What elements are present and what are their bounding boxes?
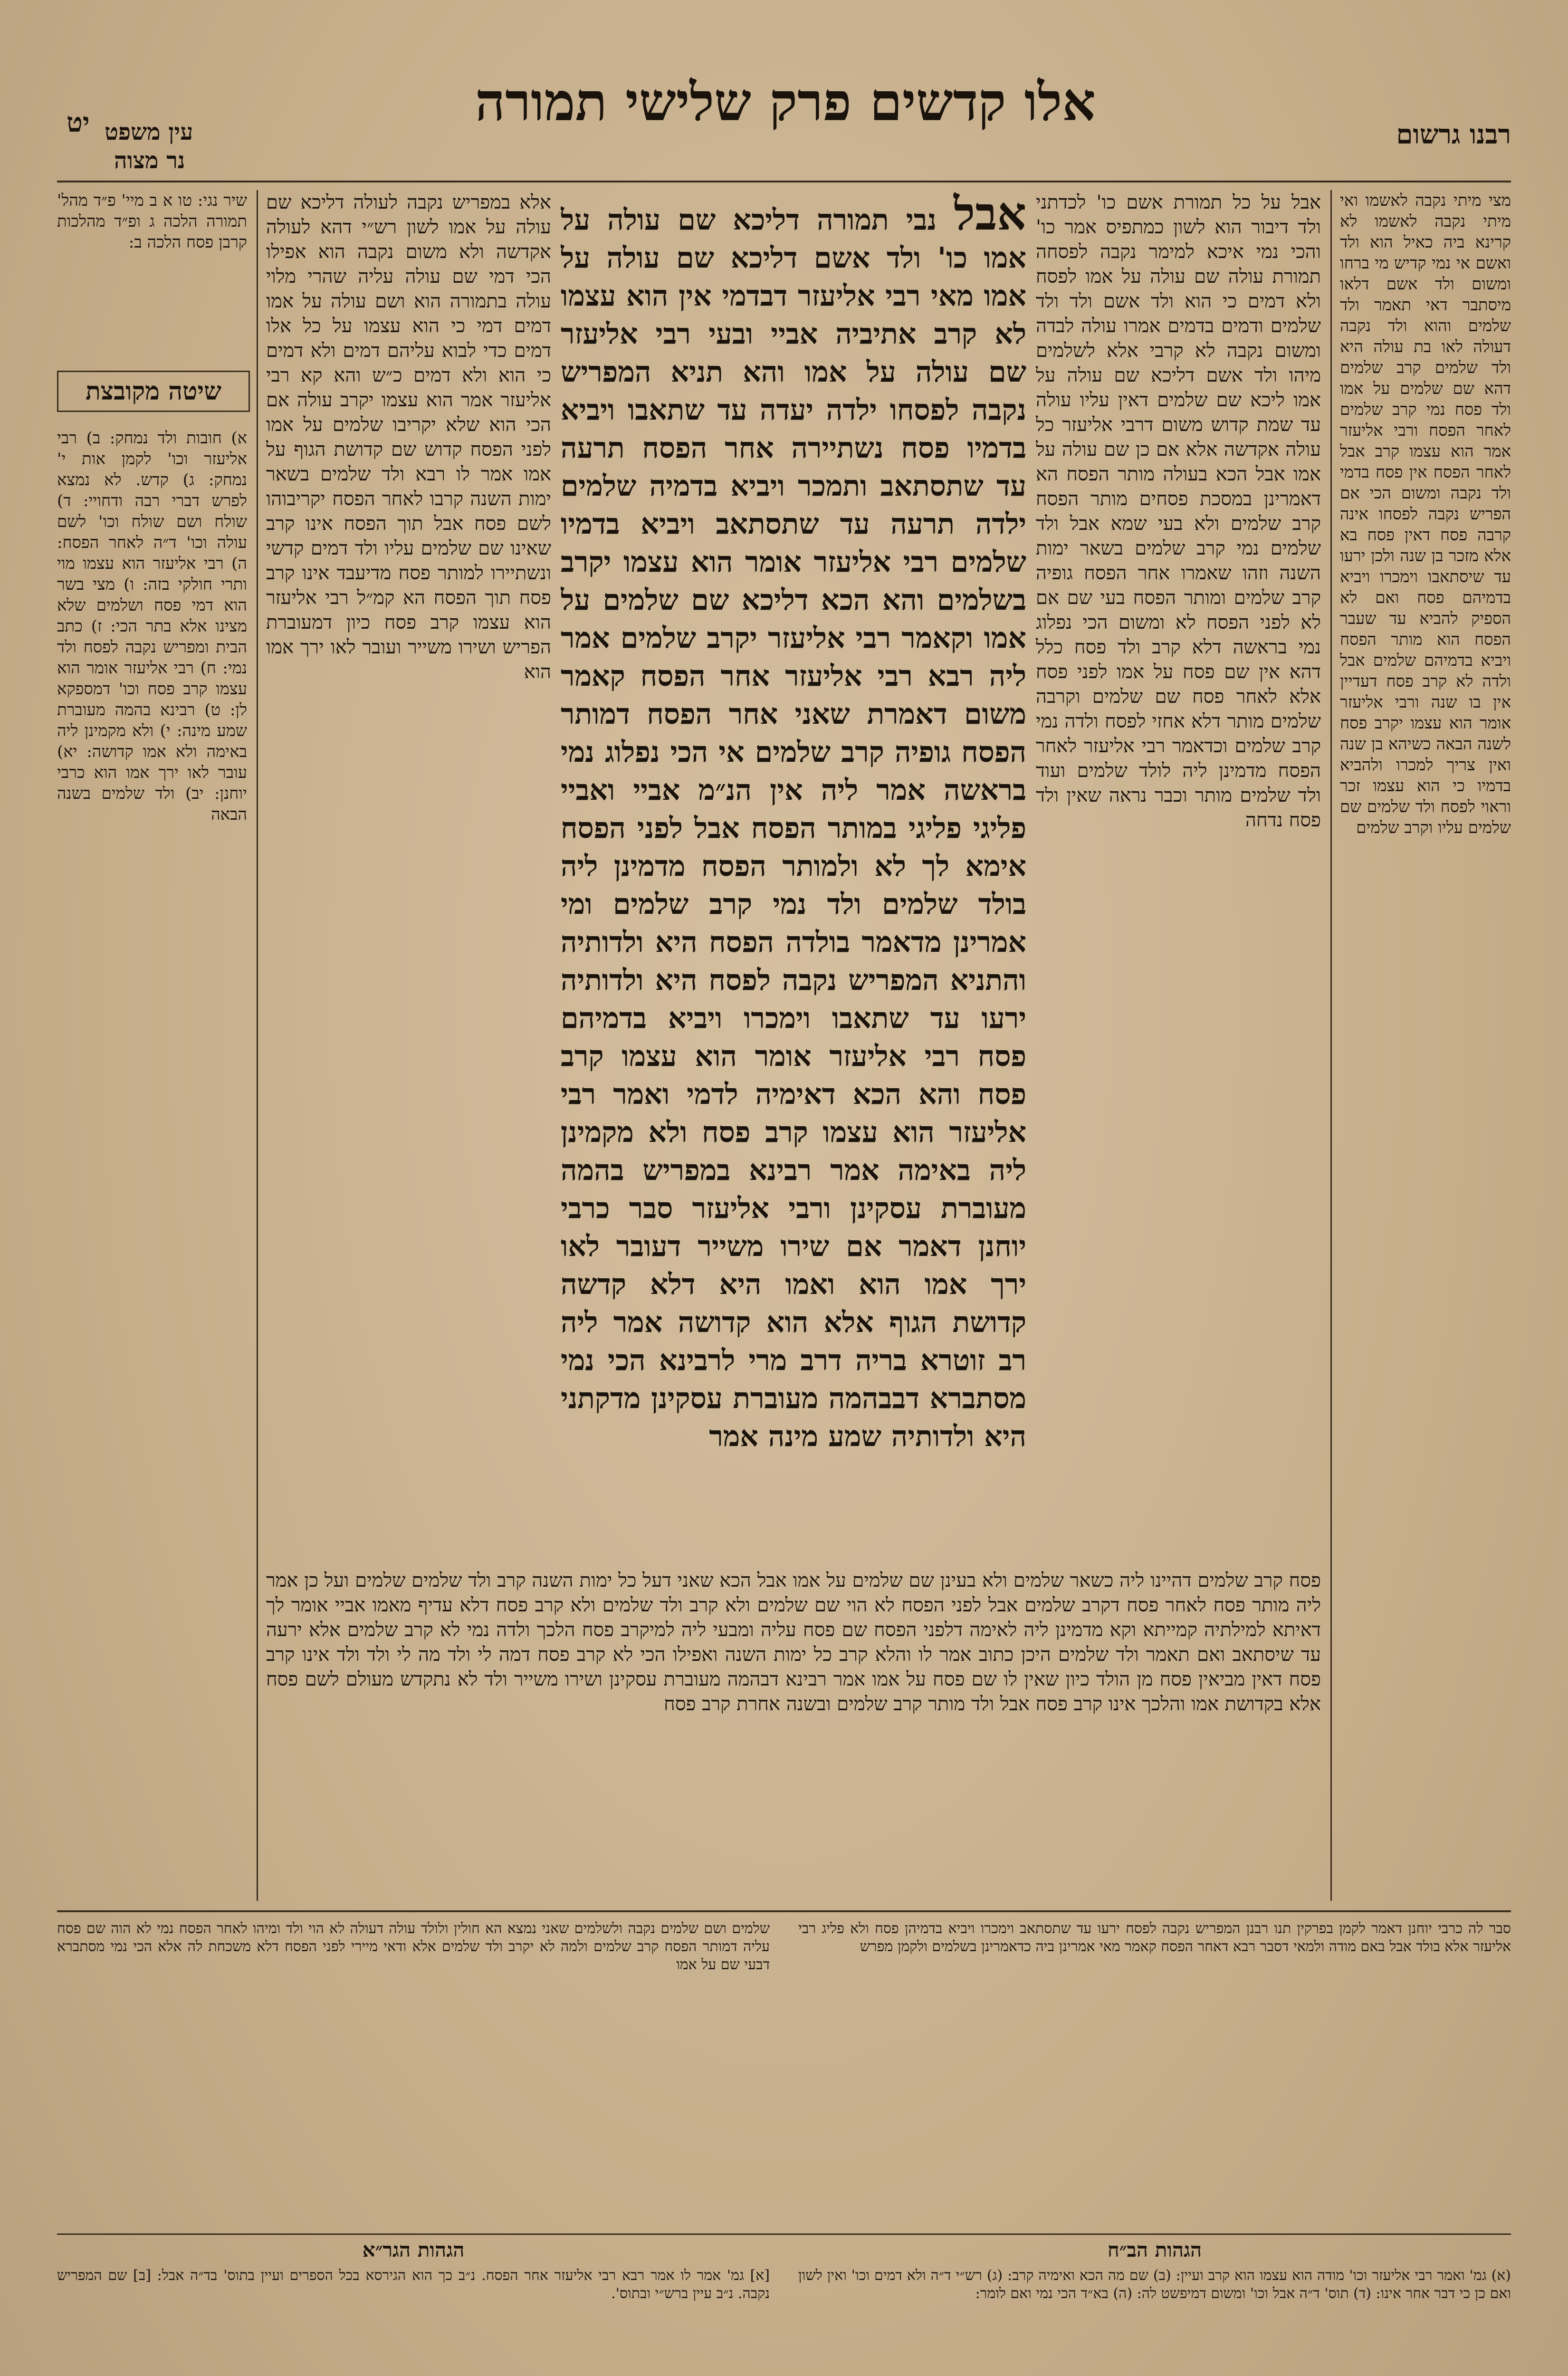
ein-mishpat-block: שיר נגי: טו א ב מיי' פ״ד מהל' תמורה הלכה ג ופ״ד מהלכות קרבן פסח הלכה ב: (57, 191, 247, 252)
header-right-label: רבנו גרשום (1396, 119, 1511, 150)
footer-rule (57, 1910, 1511, 1912)
hagahot-bach-title: הגהות הב״ח (1107, 2238, 1202, 2261)
rabbenu-gershom-column: מצי מיתי נקבה לאשמו ואי מיתי נקבה לאשמו לא קרינא ביה כאיל הוא ולד ואשם אי נמי קדיש מי ברחו ומשום ולד אשם דלאו מיסתבר דאי תאמר ולד שלמים והוא ולד נקבה דעולה לאו בת עולה היא ולד שלמים קרב שלמים דהא שם שלמים על אמו ולד פסח נמי קרב שלמים לאחר הפסח ורבי אליעזר אמר הוא עצמו קרב אבל לאחר הפסח אין פסח בדמי ולד נקבה ומשום הכי אם הפריש נקבה לפסחו אינה קרבה פסח דאין פסח בא אלא מזכר בן שנה ולכן ירעו עד שיסתאבו וימכרו ויביא בדמיהם פסח ואם לא הספיק להביא עד שעבר הפסח הוא מותר הפסח ויביא בדמיהם שלמים אבל ולדה לא קרב פסח דעדיין אין בו שנה ורבי אליעזר אומר הוא עצמו יקרב פסח לשנה הבאה כשיהא בן שנה ואין צריך למכרו ולהביא בדמיו כי הוא עצמו זכר וראוי לפסח ולד שלמים שם שלמים עליו וקרב שלמים (1340, 191, 1511, 837)
hagahot-gra-text: [א] גמ' אמר לו אמר רבא רבי אליעזר אחר הפסח. נ״ב כך הוא הגירסא בכל הספרים ועיין בתוס' בד״ה אבל: [ב] שם המפריש נקבה. נ״ב עיין ברש״י ובתוס'. (57, 2267, 770, 2302)
header-title: אלו קדשים פרק שלישי תמורה (475, 71, 1096, 133)
lower-commentary: פסח קרב שלמים דהיינו ליה כשאר שלמים ולא בעינן שם שלמים על אמו אבל הכא שאני דעל כל ימות השנה קרב ולד שלמים שלמים ועל כן אמר ליה מותר פסח לאחר פסח דקרב שלמים אבל לפני הפסח לא הוי שם שלמים ולא קרב ולד שלמים ולא קרב פסח דלא עדיף מאמו אביי אומר לך דאיתא למילתיה קמייתא וקא מדמינן ליה לאימה דלפני הפסח שם פסח עליה ומבעי ליה למיקרב פסח הלכך ולדה נמי לא קרב שלמים אלא ירעה עד שיסתאב ואם תאמר ולד שלמים היכן כתוב אמר לו והלא קרב כל ימות השנה ואפילו הכי לא קרב פסח דמה לי ולד מה לי ולד ולד אינו קרב פסח דאין מביאין פסח מן הולד כיון שאין לו שם פסח על אמו אמר רבינא דבהמה מעוברת עסקינן ושירו משייר ולד לא נתקדש מעולם לשם פסח אלא בקדושת אמו והלכך אינו קרב פסח אבל ולד מותר קרב שלמים ובשנה אחרת קרב פסח (266, 1570, 1321, 1715)
main-text-body: נבי תמורה דליכא שם עולה על אמו כו' ולד אשם דליכא שם עולה על אמו מאי רבי אליעזר דבדמי אין הוא עצמו לא קרב אתיביה אביי ובעי רבי אליעזר שם עולה על אמו והא תניא המפריש נקבה לפסחו ילדה יעדה עד שתאבו ויביא בדמיו פסח נשתיירה אחר הפסח תרעה עד שתסתאב ותמכר ויביא בדמיה שלמים ילדה תרעה עד שתסתאב ויביא בדמיו שלמים רבי אליעזר אומר הוא עצמו יקרב בשלמים והא הכא דליכא שם שלמים על אמו וקאמר רבי אליעזר יקרב שלמים אמר ליה רבא רבי אליעזר אחר הפסח קאמר משום דאמרת שאני אחר הפסח דמותר הפסח גופיה קרב שלמים אי הכי נפלוג נמי בראשה אמר ליה אין הנ״מ אביי ואביי פליגי פליגי במותר הפסח אבל לפני הפסח אימא לך לא ולמותר הפסח מדמינן ליה בולד שלמים ולד נמי קרב שלמים ומי אמרינן מדאמר בולדה הפסח היא ולדותיה והתניא המפריש נקבה לפסח היא ולדותיה ירעו עד שתאבו וימכרו ויביא בדמיהם פסח רבי אליעזר אומר הוא עצמו קרב פסח והא הכא דאימיה לדמי ואמר רבי אליעזר הוא עצמו קרב פסח ולא מקמינן ליה באימה אמר רבינא במפריש בהמה מעוברת עסקינן ורבי אליעזר סבר כרבי יוחנן דאמר אם שירו משייר דעובר לאו ירך אמו הוא ואמו היא דלא קדשה קדושת הגוף אלא הוא קדושה אמר ליה רב זוטרא בריה דרב מרי לרבינא הכי נמי מסתברא דבבהמה מעוברת עסקינן מדקתני היא ולדותיה שמע מינה אמר (561, 203, 1026, 1453)
header-left-label-1: עין משפט (105, 119, 193, 145)
hagahot-bach-text: (א) גמ' ואמר רבי אליעזר וכו' מודה הוא עצמו הוא קרב ועיין: (ב) שם מה הכא ואימיה קרב: (ג) רש״י ד״ה ולא דמים וכו' ואין לשון ואם כן כי דבר אחר אינו: (ד) תוס' ד״ה אבל וכו' ומשום דמיפשט לה: (ה) בא״ד הכי נמי ואם לומר: (798, 2267, 1511, 2302)
right-margin-divider (1330, 190, 1332, 1901)
hagahot-rule (57, 2233, 1511, 2235)
header-left-label-2: נר מצוה (114, 147, 185, 174)
rashi-right-column: אבל על כל תמורת אשם כו' לכדתני ולד דיבור הוא לשון כמתפיס אמר כו' והכי נמי איכא למימר נקבה לפסחה תמורת עולה שם עולה על אמו לפסח ולא דמים כי הוא ולד אשם ולד ולד שלמים ודמים בדמים אמרו עולה לבדה ומשום נקבה לא קרבי אלא לשלמים מיהו ולד אשם דליכא שם עולה על אמו ליכא שם שלמים דאין עליו עולה עד שמת קדוש משום דרבי אליעזר כל עולה אקדשה אלא אם כן שם עולה על אמו אבל הכא בעולה מותר הפסח הא דאמרינן במסכת פסחים מותר הפסח קרב שלמים ולא בעי שמא אבל ולד שלמים נמי קרב שלמים בשאר ימות השנה וזהו שאמרו אחר הפסח גופיה קרב שלמים ומותר הפסח בעי שם אם לא לפני הפסח לא ומשום הכי נפלוג נמי בראשה דלא קרב ולד פסח כלל דהא אין שם פסח על אמו לפני פסח אלא לאחר פסח שם שלמים וקרבה שלמים מותר דלא אחזי לפסח ולדה נמי קרב שלמים וכדאמר רבי אליעזר לאחר הפסח מדמינן ליה לולד שלמים ועוד ולד שלמים מותר וכבר נראה שאין ולד פסח נדחה (1036, 192, 1321, 831)
left-margin-divider (257, 190, 258, 1901)
hagahot-gra-title: הגהות הגר״א (362, 2238, 465, 2261)
footer-notes-right: סבר לה כרבי יוחנן דאמר לקמן בפרקין תנו רבנן המפריש נקבה לפסח ירעו עד שתסתאב וימכרו ויביא בדמיהן פסח ולא פליג רבי אליעזר אלא בולד אבל באם מודה ולמאי דסבר רבא דאחר הפסח קאמר מאי אמרינן ביה כדאמרינן בשלמים ולקמן מפרש (798, 1920, 1511, 1955)
shita-mekubetzet-text: א) חובות ולד נמחק: ב) רבי אליעזר וכו' לקמן אות י' נמחק: ג) קדש. לא נמצא לפרש דברי רבה ודחויי: ד) שולח ושם שולח וכו' לשם עולה וכו' ד״ה לאחר הפסח: ה) רבי אליעזר הוא עצמו מוי ותרי חולקי בזה: ו) מצי בשר הוא דמי פסח ושלמים שלא מצינו אלא בתר הכי: ז) כתב הבית ומפריש נקבה לפסח ולד נמי: ח) רבי אליעזר אומר הוא עצמו קרב פסח וכו' דמספקא לן: ט) רבינא בהמה מעוברת שמע מינה: י) ולא מקמינן ליה באימה ולא אמו קדושה: יא) עובר לאו ירך אמו הוא כרבי יוחנן: יב) ולד שלמים בשנה הבאה (57, 429, 247, 824)
header-page-number: יט (67, 107, 90, 138)
opening-word: אבל (954, 190, 1026, 240)
header-rule (57, 181, 1511, 182)
rashi-left-column: אלא במפריש נקבה לעולה דליכא שם עולה על אמו לשון רש״י דהא לעולה אקדשה ולא משום נקבה הוא אפילו הכי דמי שם עולה עליה שהרי מלוי עולה בתמורה הוא ושם עולה על אמו דמים דמי כי הוא עצמו על כל אלו דמים כדי לבוא עליהם דמים ולא דמים כי הוא ולא דמים כ״ש והא קא רבי אליעזר אמר הוא עצמו יקרב עולה אם הכי הוא שלא יקריבו שלמים על אמו לפני הפסח קדוש שם קדושת הגוף על אמו אמר לו רבא ולד שלמים בשאר ימות השנה קרבו לאחר הפסח יקריבוהו לשם פסח אבל תוך הפסח אינו קרב שאינו שם שלמים עליו ולד דמים קדשי ונשתיירו למותר פסח מדיעבד אינו קרב פסח תוך הפסח הא קמ״ל רבי אליעזר הוא עצמו קרב פסח כיון דמעוברת הפריש ושירו משייר ועובר לאו ירך אמו הוא (266, 192, 551, 683)
shita-mekubetzet-title: שיטה מקובצת (57, 371, 250, 412)
footer-notes-left: שלמים ושם שלמים נקבה ולשלמים שאני נמצא הא חולין ולולד עולה דעולה לא הוי ולד ומיהו לאחר הפסח נמי לא הוה שם פסח עליה דמותר הפסח קרב שלמים ולמה לא יקרב ולד שלמים אלא ודאי מיירי לפני הפסח דלא משכחת לה אלא הכי נמי מסתברא דבעי שם על אמו (57, 1920, 770, 1973)
main-text-block (561, 190, 1026, 1559)
